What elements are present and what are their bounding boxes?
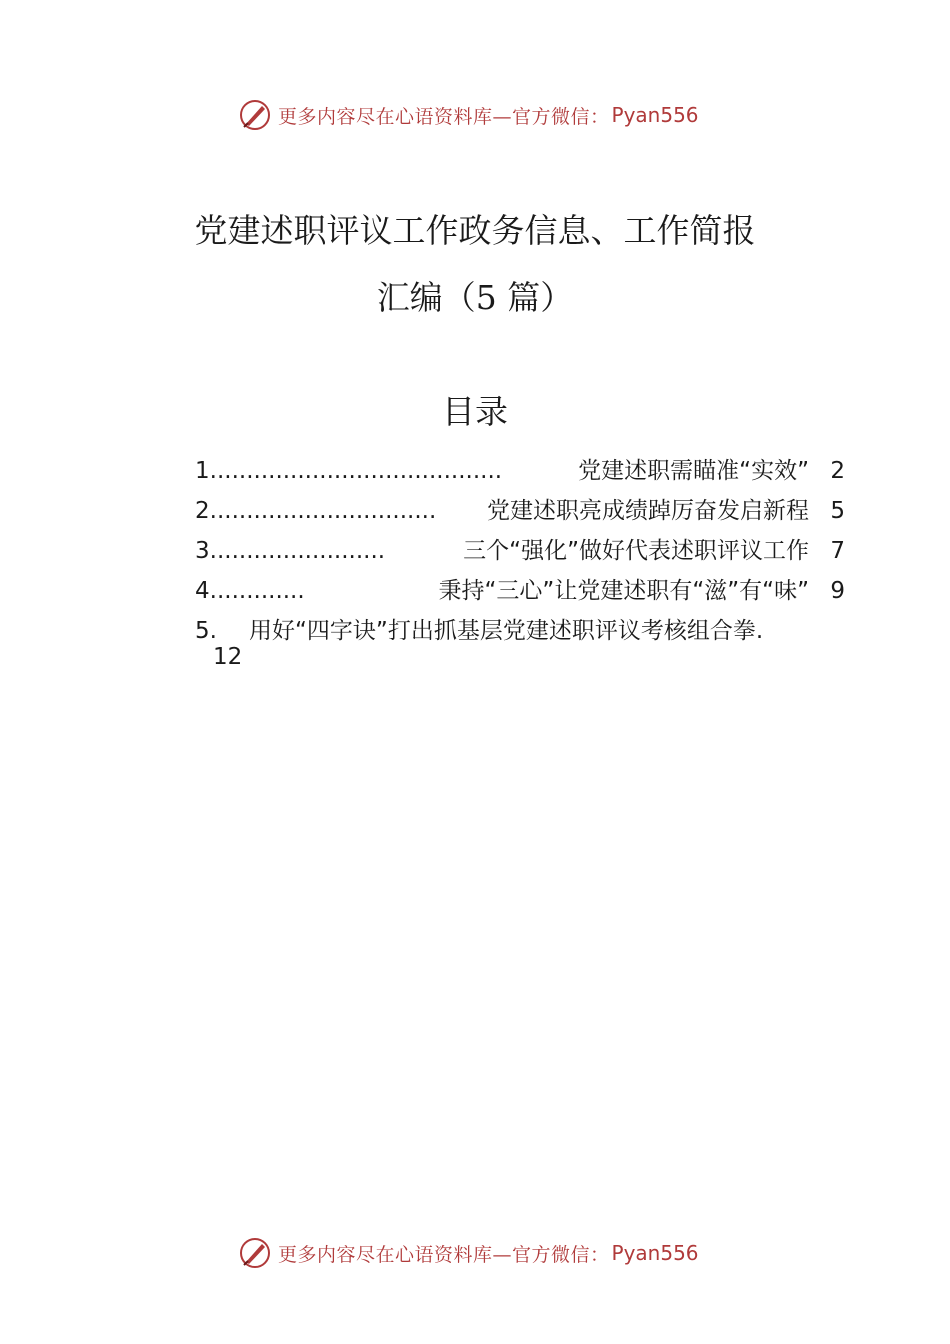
footer-watermark xyxy=(238,1233,758,1273)
quill-logo-icon xyxy=(238,98,272,132)
toc-entry-title: 用好“四字诀”打出抓基层党建述职评议考核组合拳. xyxy=(249,618,764,644)
toc-entry[interactable] xyxy=(195,612,845,674)
toc-entry-number: 4 xyxy=(195,578,210,604)
toc-entry-title: 三个“强化”做好代表述职评议工作 xyxy=(463,538,809,564)
toc-entry-number: 3 xyxy=(195,538,210,564)
toc-entry-leader: ............. xyxy=(209,578,305,604)
toc-entry-page: 2 xyxy=(830,458,845,484)
toc-entry-title: 党建述职需瞄准“实效” xyxy=(578,458,809,484)
toc-entry-leader: ........................................ xyxy=(209,458,503,484)
toc-entry-number: 1 xyxy=(195,458,210,484)
toc-entry[interactable] xyxy=(195,532,845,572)
toc-entry-page: 5 xyxy=(830,498,845,524)
toc-entry[interactable] xyxy=(195,492,845,532)
toc-entry-number: 5. xyxy=(195,618,217,644)
watermark-wechat-id: Pyan556 xyxy=(611,103,699,127)
toc-heading: 目录 xyxy=(442,392,508,431)
toc-entry-page: 9 xyxy=(830,578,845,604)
toc-entry-title: 党建述职亮成绩踔厉奋发启新程 xyxy=(487,498,809,524)
toc-entry[interactable] xyxy=(195,572,845,612)
toc-entry-title: 秉持“三心”让党建述职有“滋”有“味” xyxy=(438,578,809,604)
watermark-text: 更多内容尽在心语资料库—官方微信： xyxy=(278,1243,610,1266)
document-title-line1: 党建述职评议工作政务信息、工作简报 xyxy=(194,211,756,250)
document-title-line2: 汇编（5 篇） xyxy=(376,278,574,317)
header-watermark xyxy=(238,95,758,135)
toc-entry-number: 2 xyxy=(195,498,210,524)
watermark-text: 更多内容尽在心语资料库—官方微信： xyxy=(278,105,610,128)
toc-entry-page: 12 xyxy=(213,644,243,670)
toc-entry[interactable] xyxy=(195,452,845,492)
toc-entry-leader: ........................ xyxy=(209,538,386,564)
toc-entry-page: 7 xyxy=(830,538,845,564)
watermark-wechat-id: Pyan556 xyxy=(611,1241,699,1265)
table-of-contents xyxy=(195,452,845,674)
quill-logo-icon xyxy=(238,1236,272,1270)
toc-entry-leader: ............................... xyxy=(209,498,437,524)
